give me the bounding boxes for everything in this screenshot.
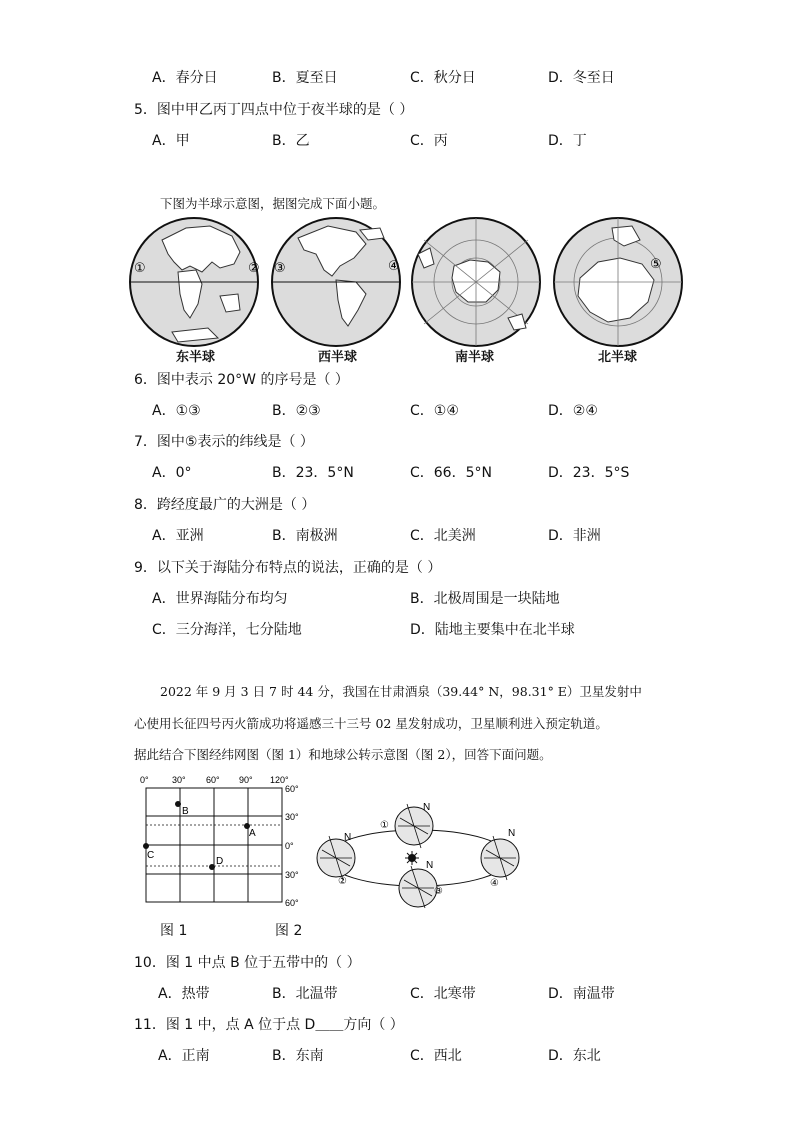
q5-option-b: B．乙: [272, 133, 310, 149]
lon-label-90: 90°: [239, 775, 253, 785]
q5-stem: 5．图中甲乙丙丁四点中位于夜半球的是（ ）: [134, 102, 414, 118]
q10-option-b: B．北温带: [272, 986, 338, 1002]
q6-option-b: B．②③: [272, 403, 321, 419]
intro-line-1: 2022 年 9 月 3 日 7 时 44 分，我国在甘肃酒泉（39.44° N，98.31° E）卫星发射中: [160, 684, 642, 699]
lat-label-60n: 60°: [285, 784, 299, 794]
q9-option-d: D．陆地主要集中在北半球: [410, 622, 575, 638]
q7-option-a: A．0°: [152, 465, 192, 481]
point-d: [209, 864, 215, 870]
q4-option-a: A．春分日: [152, 70, 218, 86]
lat-label-60s: 60°: [285, 898, 299, 908]
lon-label-30: 30°: [172, 775, 186, 785]
marker-4: ④: [388, 258, 400, 273]
sun-icon: [405, 851, 419, 865]
intro-hemispheres: 下图为半球示意图，据图完成下面小题。: [160, 196, 386, 211]
caption-north-hemisphere: 北半球: [598, 350, 638, 365]
q11-option-a: A．正南: [158, 1048, 210, 1064]
q8-stem: 8．跨经度最广的大洲是（ ）: [134, 497, 316, 513]
north-label-top: N: [423, 802, 431, 813]
q5-option-d: D．丁: [548, 133, 587, 149]
q7-stem: 7．图中⑤表示的纬线是（ ）: [134, 434, 314, 450]
lat-label-30s: 30°: [285, 870, 299, 880]
q7-option-d: D．23．5°S: [548, 465, 630, 481]
north-label-bottom: N: [426, 860, 434, 871]
orbit-position-4: ④: [490, 878, 499, 889]
marker-2: ②: [248, 260, 260, 275]
point-d-label: D: [216, 856, 224, 867]
north-label-right: N: [508, 828, 516, 839]
east-hemisphere-diagram: [130, 218, 258, 346]
intro-line-2: 心使用长征四号丙火箭成功将遥感三十三号 02 星发射成功，卫星顺利进入预定轨道。: [134, 716, 608, 731]
q6-option-c: C．①④: [410, 403, 459, 419]
q6-option-d: D．②④: [548, 403, 598, 419]
q10-option-d: D．南温带: [548, 986, 615, 1002]
earth-position-top: [395, 802, 433, 848]
q6-stem: 6．图中表示 20°W 的序号是（ ）: [134, 372, 349, 388]
q9-option-c: C．三分海洋，七分陆地: [152, 622, 302, 638]
marker-3: ③: [274, 260, 286, 275]
q5-option-c: C．丙: [410, 133, 448, 149]
q9-option-b: B．北极周围是一块陆地: [410, 591, 560, 607]
q8-option-d: D．非洲: [548, 528, 601, 544]
point-c: [143, 843, 149, 849]
q10-option-a: A．热带: [158, 986, 210, 1002]
caption-east-hemisphere: 东半球: [176, 350, 216, 365]
marker-1: ①: [134, 260, 146, 275]
intro-line-3: 据此结合下图经纬网图（图 1）和地球公转示意图（图 2），回答下面问题。: [134, 747, 552, 762]
earth-position-bottom: [399, 860, 437, 908]
q4-option-b: B．夏至日: [272, 70, 338, 86]
q8-option-b: B．南极洲: [272, 528, 338, 544]
q8-option-a: A．亚洲: [152, 528, 204, 544]
caption-south-hemisphere: 南半球: [455, 350, 495, 365]
lon-label-0: 0°: [140, 775, 149, 785]
marker-5: ⑤: [650, 256, 662, 271]
q10-stem: 10．图 1 中点 B 位于五带中的（ ）: [134, 955, 361, 971]
q11-stem: 11．图 1 中，点 A 位于点 D＿＿方向（ ）: [134, 1017, 404, 1033]
caption-figure-2: 图 2: [275, 923, 303, 939]
q9-option-a: A．世界海陆分布均匀: [152, 591, 288, 607]
q7-option-c: C．66．5°N: [410, 465, 492, 481]
lat-label-0: 0°: [285, 841, 294, 851]
q7-option-b: B．23．5°N: [272, 465, 354, 481]
point-b-label: B: [182, 806, 189, 817]
earth-position-left: [317, 832, 355, 880]
caption-west-hemisphere: 西半球: [318, 350, 358, 365]
q9-stem: 9．以下关于海陆分布特点的说法，正确的是（ ）: [134, 560, 442, 576]
orbit-position-2: ②: [338, 876, 347, 887]
lat-lon-grid-figure: [132, 770, 312, 910]
orbit-position-1: ①: [380, 820, 389, 831]
q10-option-c: C．北寒带: [410, 986, 476, 1002]
q4-option-c: C．秋分日: [410, 70, 476, 86]
lon-label-120: 120°: [270, 775, 289, 785]
q11-option-d: D．东北: [548, 1048, 601, 1064]
north-label-left: N: [344, 832, 352, 843]
orbit-position-3: ③: [434, 886, 443, 897]
q11-option-c: C．西北: [410, 1048, 462, 1064]
west-hemisphere-diagram: [272, 218, 400, 346]
point-a-label: A: [249, 828, 256, 839]
lat-label-30n: 30°: [285, 812, 299, 822]
lon-label-60: 60°: [206, 775, 220, 785]
q4-option-d: D．冬至日: [548, 70, 615, 86]
point-c-label: C: [147, 850, 155, 861]
hemispheres-figure: [128, 214, 694, 364]
q5-option-a: A．甲: [152, 133, 190, 149]
q8-option-c: C．北美洲: [410, 528, 476, 544]
caption-figure-1: 图 1: [160, 923, 188, 939]
q11-option-b: B．东南: [272, 1048, 324, 1064]
north-hemisphere-diagram: [554, 218, 682, 346]
earth-position-right: [481, 828, 519, 880]
point-b: [175, 801, 181, 807]
south-hemisphere-diagram: [412, 218, 540, 346]
q6-option-a: A．①③: [152, 403, 201, 419]
earth-orbit-figure: [306, 796, 532, 910]
